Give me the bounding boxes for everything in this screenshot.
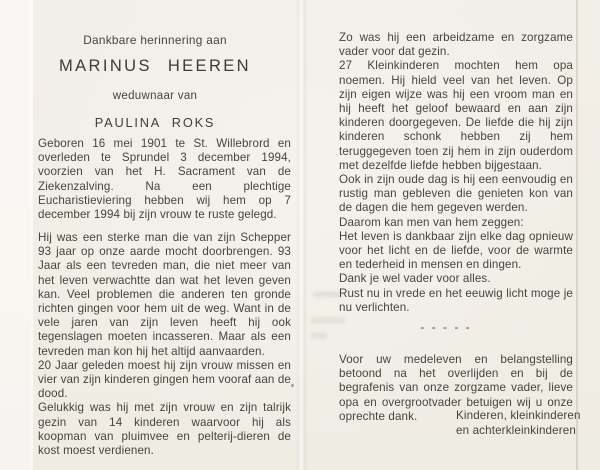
- biography-paragraph: Rust nu in vrede en het eeuwig licht moge je nu verlichten.: [339, 286, 573, 314]
- biography-paragraph: 20 Jaar geleden moest hij zijn vrouw missen en vier van zijn kinderen gingen hem vooraf aan de dood.: [38, 358, 291, 401]
- left-page-biography: [38, 231, 291, 458]
- right-page-biography: [339, 31, 573, 315]
- card-right-edge: [576, 0, 578, 470]
- biography-paragraph: Daarom kan men van hem zeggen:: [339, 215, 524, 229]
- biography-paragraph: Het leven is dankbaar zijn elke dag opnieuw voor het licht en de liefde, voor de warmte en tederheid in mensen en dingen.: [339, 229, 573, 272]
- biography-paragraph: Gelukkig was hij met zijn vrouw en zijn talrijk gezin van 14 kinderen waarvoor hij als koopman van pluimvee en pelterij-dieren de kost moest verdienen.: [38, 401, 291, 458]
- center-fold-line: [297, 0, 307, 470]
- ink-showthrough-smudge: [313, 292, 341, 297]
- dash-divider: - - - - -: [420, 320, 472, 334]
- biography-paragraph: Ook in zijn oude dag is hij een eenvoudig en rustig man gebleven die genieten kon van de dagen die hem gegeven werden.: [339, 173, 573, 215]
- relation-line: weduwnaar van: [112, 90, 198, 102]
- paragraph-text: Voor uw medeleven en belangstelling betoond na het overlijden en bij de begrafenis van onze zorgzame vader, lieve opa en overgrootvader betuigen wij u onze oprechte dank.: [339, 353, 573, 423]
- page-crease-line: [31, 0, 33, 470]
- biography-paragraph: Zo was hij een arbeidzame en zorgzame vader voor dat gezin.: [339, 31, 573, 59]
- scan-speck: [291, 384, 294, 387]
- birth-death-paragraph: [38, 137, 291, 222]
- signature-line: Kinderen, kleinkinderen: [456, 409, 581, 422]
- biography-paragraph: Hij was een sterke man die van zijn Schepper 93 jaar op onze aarde mocht doorbrengen. 93 Jaar als een tevreden man, die niet meer van het leven verwachtte dan wat het leven geven kan. Veel problemen die anderen ten gronde richten gingen voor hem uit de weg. Want in de vele jaren van zijn leven heeft hij ook tegenslagen moeten incasseren. Maar als een tevreden man kon hij het altijd aanvaarden.: [38, 231, 291, 358]
- ink-showthrough-smudge: [311, 333, 327, 338]
- signature-line: en achterkleinkinderen: [456, 423, 576, 437]
- biography-paragraph: Dank je wel vader voor alles.: [339, 272, 491, 286]
- paragraph-text: Geboren 16 mei 1901 te St. Willebrord en overleden te Sprundel 3 december 1994, voorzien van het H. Sacrament van de Ziekenzalving. Na een plechtige Eucharistieviering hebben wij hem op 7 december 1994 bij zijn vrouw te ruste gelegd.: [38, 137, 291, 222]
- deceased-name: MARINUS HEEREN: [58, 57, 252, 75]
- signature-block: [456, 409, 581, 438]
- spouse-name: PAULINA ROKS: [94, 115, 216, 130]
- biography-paragraph: 27 Kleinkinderen mochten hem opa noemen. Hij hield veel van het leven. Op zijn eigen wijze was hij een vroom man en hij heeft het geloof bewaard en aan zijn kinderen doorgegeven. De liefde die hij zijn kinderen schonk hebben zij hem teruggegeven toen zij hem in zijn ouderdom met dezelfde liefde hebben bijgestaan.: [339, 59, 573, 172]
- intro-line: Dankbare herinnering aan: [83, 33, 227, 47]
